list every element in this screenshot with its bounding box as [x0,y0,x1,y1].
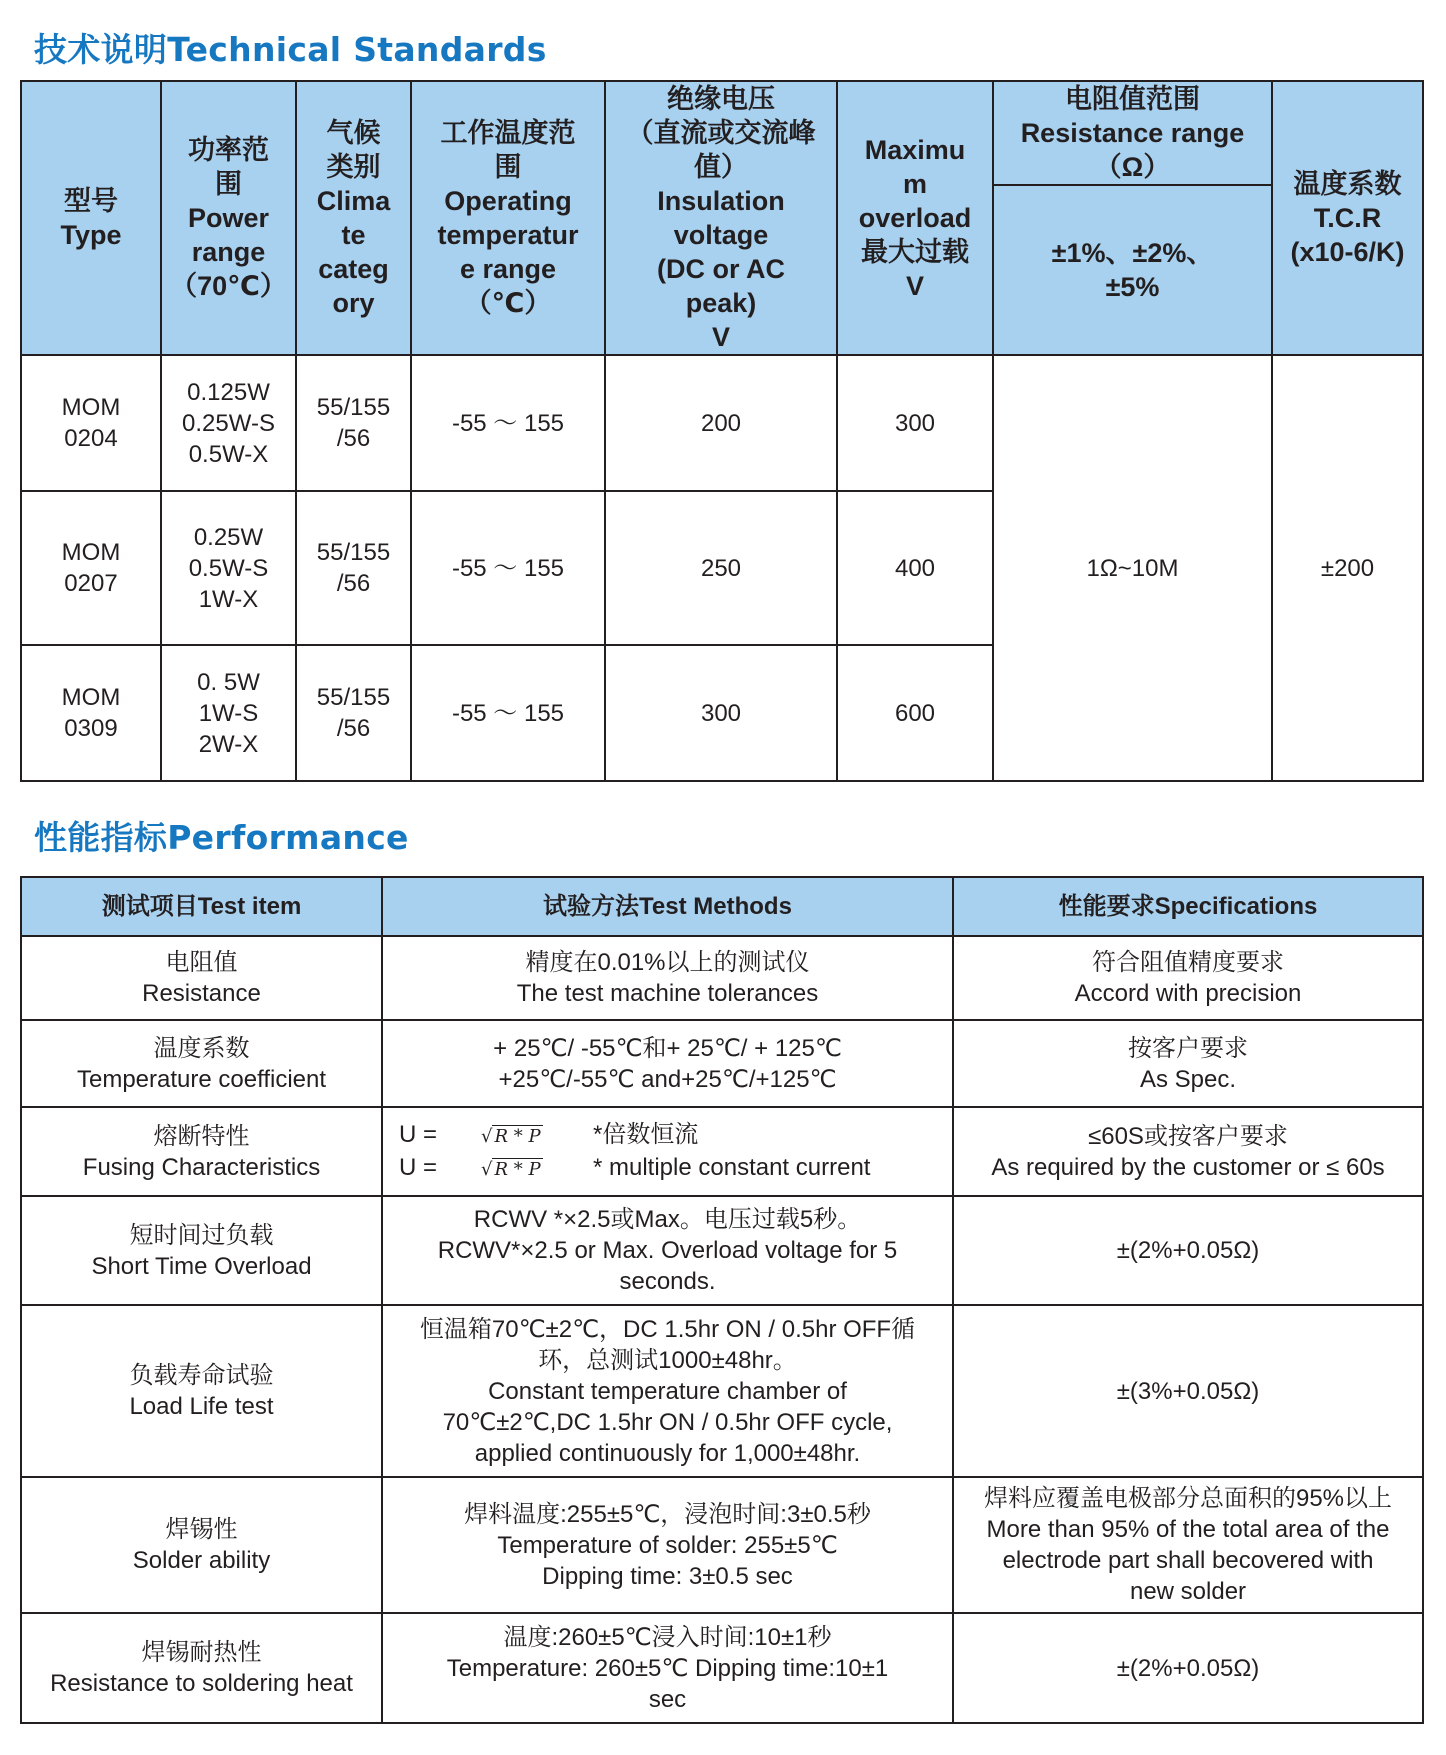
text-line: Insulation [657,186,785,216]
text-line: 焊锡耐热性 [141,1639,262,1666]
header-power [161,81,296,355]
formula-line: U = √ R * P * multiple constant current [399,1152,948,1185]
text-line: te [341,220,366,250]
text-line: Clima [316,186,391,216]
text-line: 围 [215,169,242,199]
text-line: 气候 [326,118,381,148]
text-line: applied continuously for 1,000±48hr. [474,1439,861,1467]
formula-line: U = √ R * P *倍数恒流 [399,1119,948,1152]
test-item-cell [21,1477,382,1613]
text-line: /56 [336,425,371,452]
test-item-cell [21,936,382,1020]
text-line: 绝缘电压 [667,84,775,114]
text-line: (DC or AC [657,254,785,284]
specification-cell [953,1020,1423,1107]
text-line: Dipping time: 3±0.5 sec [542,1562,793,1590]
performance-title: 性能指标Performance [34,818,409,857]
header-test-methods: 试验方法Test Methods [382,877,953,936]
text-line: /56 [336,715,371,742]
text-line: peak) [685,288,757,318]
type-cell [21,355,161,491]
text-line: sec [648,1685,687,1713]
text-line: Temperature coefficient [76,1065,327,1093]
text-line: MOM [61,539,121,566]
performance-table [20,876,1424,1724]
text-line: As Spec. [1139,1065,1237,1093]
text-line: ±1%、±2%、 [1051,238,1214,268]
test-item-cell [21,1196,382,1305]
text-line: As required by the customer or ≤ 60s [991,1153,1385,1181]
text-line: temperatur [437,220,579,250]
text-line: ±(2%+0.05Ω) [1116,1654,1260,1682]
text-line: （℃） [464,288,552,318]
header-climate [296,81,411,355]
table-row [21,1477,1423,1613]
text-line: 值） [694,152,748,182]
specification-cell [953,1305,1423,1477]
text-line: Resistance range [1020,118,1245,148]
climate-cell [296,645,411,781]
text-line: 精度在0.01%以上的测试仪 [525,949,810,976]
climate-cell [296,355,411,491]
text-line: 0207 [64,570,118,597]
test-method-cell [382,1613,953,1723]
text-line: 按客户要求 [1128,1034,1248,1062]
technical-title: 技术说明Technical Standards [34,30,547,69]
test-method-cell [382,1196,953,1305]
fusing-formula-cell [382,1107,953,1196]
text-line: 0.25W-S [182,409,275,437]
text-line: 类别 [326,152,381,182]
test-method-cell [382,1305,953,1477]
text-line: Maximu [864,135,966,165]
header-test-item: 测试项目Test item [21,877,382,936]
text-line: 1W-S [198,699,259,727]
climate-cell [296,491,411,645]
header-overload [837,81,993,355]
text-line: 温度系数 [1293,169,1402,199]
text-line: 温度系数 [153,1034,250,1062]
text-line: 符合阻值精度要求 [1092,949,1284,976]
text-line: More than 95% of the total area of the [986,1516,1390,1543]
text-line: （70℃） [170,271,287,301]
specification-cell [953,1613,1423,1723]
text-line: Resistance [142,980,261,1007]
text-line: ±5% [1105,272,1160,302]
text-line: ≤60S或按客户要求 [1088,1122,1288,1150]
insulation-cell: 200 [605,355,837,491]
text-line: 电阻值 [165,949,238,976]
specification-cell [953,936,1423,1020]
type-cell [21,645,161,781]
temp-cell: -55 ～ 155 [411,491,605,645]
text-line: new solder [1129,1578,1247,1605]
overload-cell: 600 [837,645,993,781]
text-line: 电阻值范围 [1065,84,1200,114]
overload-cell: 400 [837,491,993,645]
text-line: ory [332,288,375,318]
technical-standards-table [20,80,1424,782]
text-line: /56 [336,570,371,597]
power-cell [161,355,296,491]
insulation-cell: 250 [605,491,837,645]
text-line: 环，总测试1000±48hr。 [538,1346,797,1374]
text-line: 短时间过负载 [129,1221,274,1249]
text-line: 0309 [64,715,118,742]
text-line: (x10-6/K) [1290,237,1405,267]
text-line: Solder ability [132,1547,271,1574]
sqrt-formula: √ R * P [481,1125,541,1147]
text-line: MOM [61,684,121,711]
test-method-cell [382,936,953,1020]
text-line: 焊料应覆盖电极部分总面积的95%以上 [983,1485,1393,1512]
temp-cell: -55 ～ 155 [411,355,605,491]
text-line: ±(3%+0.05Ω) [1116,1377,1260,1405]
text-line: Temperature of solder: 255±5℃ [497,1531,838,1559]
text-line: categ [318,254,389,284]
insulation-cell: 300 [605,645,837,781]
header-resistance [993,81,1272,185]
text-line: seconds. [619,1268,716,1295]
text-line: 0.5W-S [188,554,269,582]
text-line: 焊料温度:255±5℃，浸泡时间:3±0.5秒 [464,1500,871,1528]
test-item-cell [21,1305,382,1477]
text-line: MOM [61,394,121,421]
text-line: 熔断特性 [153,1122,250,1150]
specification-cell [953,1107,1423,1196]
text-line: Short Time Overload [91,1252,312,1280]
header-temp [411,81,605,355]
text-line: 工作温度范 [440,118,576,148]
text-line: 2W-X [198,730,259,758]
header-insulation [605,81,837,355]
header-tcr [1272,81,1423,355]
sqrt-formula: √ R * P [481,1158,541,1180]
text-line: 焊锡性 [165,1516,238,1543]
text-line: Load Life test [129,1393,274,1420]
text-line: （Ω） [1094,152,1171,182]
text-line: 功率范 [188,135,269,165]
text-line: 恒温箱70℃±2℃，DC 1.5hr ON / 0.5hr OFF循 [419,1315,916,1343]
text-line: 55/155 [316,394,391,421]
text-line: （直流或交流峰 [626,118,816,148]
text-line: 70℃±2℃,DC 1.5hr ON / 0.5hr OFF cycle, [442,1408,893,1436]
text-line: 0. 5W [197,668,260,696]
header-tolerance [993,185,1272,355]
text-line: 最大过载 [861,237,969,267]
specification-cell [953,1196,1423,1305]
table-row [21,1107,1423,1196]
test-method-cell [382,1020,953,1107]
text-line: 55/155 [316,539,391,566]
table-row [21,936,1423,1020]
test-item-cell [21,1020,382,1107]
table-row [21,1613,1423,1723]
text-line: V [905,271,924,301]
specification-cell [953,1477,1423,1613]
text-line: 负载寿命试验 [129,1362,274,1389]
text-line: range [191,237,266,267]
text-line: + 25℃/ -55℃和+ 25℃/ + 125℃ [493,1034,842,1062]
text-line: 0.5W-X [188,440,269,468]
text-line: ±(2%+0.05Ω) [1116,1237,1260,1264]
temp-cell: -55 ～ 155 [411,645,605,781]
table-row [21,1196,1423,1305]
type-cell [21,491,161,645]
header-specifications: 性能要求Specifications [953,877,1423,936]
text-line: Accord with precision [1074,980,1302,1007]
text-line: 围 [494,152,522,182]
header-type [21,81,161,355]
test-item-cell [21,1107,382,1196]
text-line: Resistance to soldering heat [50,1670,353,1697]
text-line: Constant temperature chamber of [488,1377,847,1405]
text-line: RCWV*×2.5 or Max. Overload voltage for 5 [437,1237,898,1264]
table-row [21,355,1423,491]
text-line: Fusing Characteristics [82,1153,321,1181]
tcr-cell: ±200 [1272,355,1423,781]
text-line: +25℃/-55℃ and+25℃/+125℃ [498,1065,837,1093]
test-item-cell [21,1613,382,1723]
text-line: Type [60,220,122,250]
text-line: 1W-X [198,585,259,613]
overload-cell: 300 [837,355,993,491]
text-line: The test machine tolerances [516,980,819,1007]
power-cell [161,491,296,645]
text-line: overload [858,203,972,233]
text-line: RCWV *×2.5或Max。电压过载5秒。 [473,1206,862,1233]
test-method-cell [382,1477,953,1613]
text-line: 0204 [64,425,118,452]
power-cell [161,645,296,781]
text-line: 55/155 [316,684,391,711]
text-line: Operating [444,186,572,216]
resistance-range-cell: 1Ω~10M [993,355,1272,781]
table-row [21,1305,1423,1477]
text-line: electrode part shall becovered with [1002,1547,1374,1574]
text-line: e range [459,254,557,284]
text-line: 型号 [64,186,118,216]
text-line: Power [187,203,270,233]
table-row [21,1020,1423,1107]
text-line: V [711,322,730,352]
text-line: Temperature: 260±5℃ Dipping time:10±1 [446,1654,889,1682]
text-line: 温度:260±5℃浸入时间:10±1秒 [503,1623,832,1651]
text-line: 0.125W [187,378,270,406]
text-line: 0.25W [193,523,264,551]
text-line: m [902,169,927,199]
text-line: voltage [673,220,769,250]
text-line: T.C.R [1313,203,1382,233]
